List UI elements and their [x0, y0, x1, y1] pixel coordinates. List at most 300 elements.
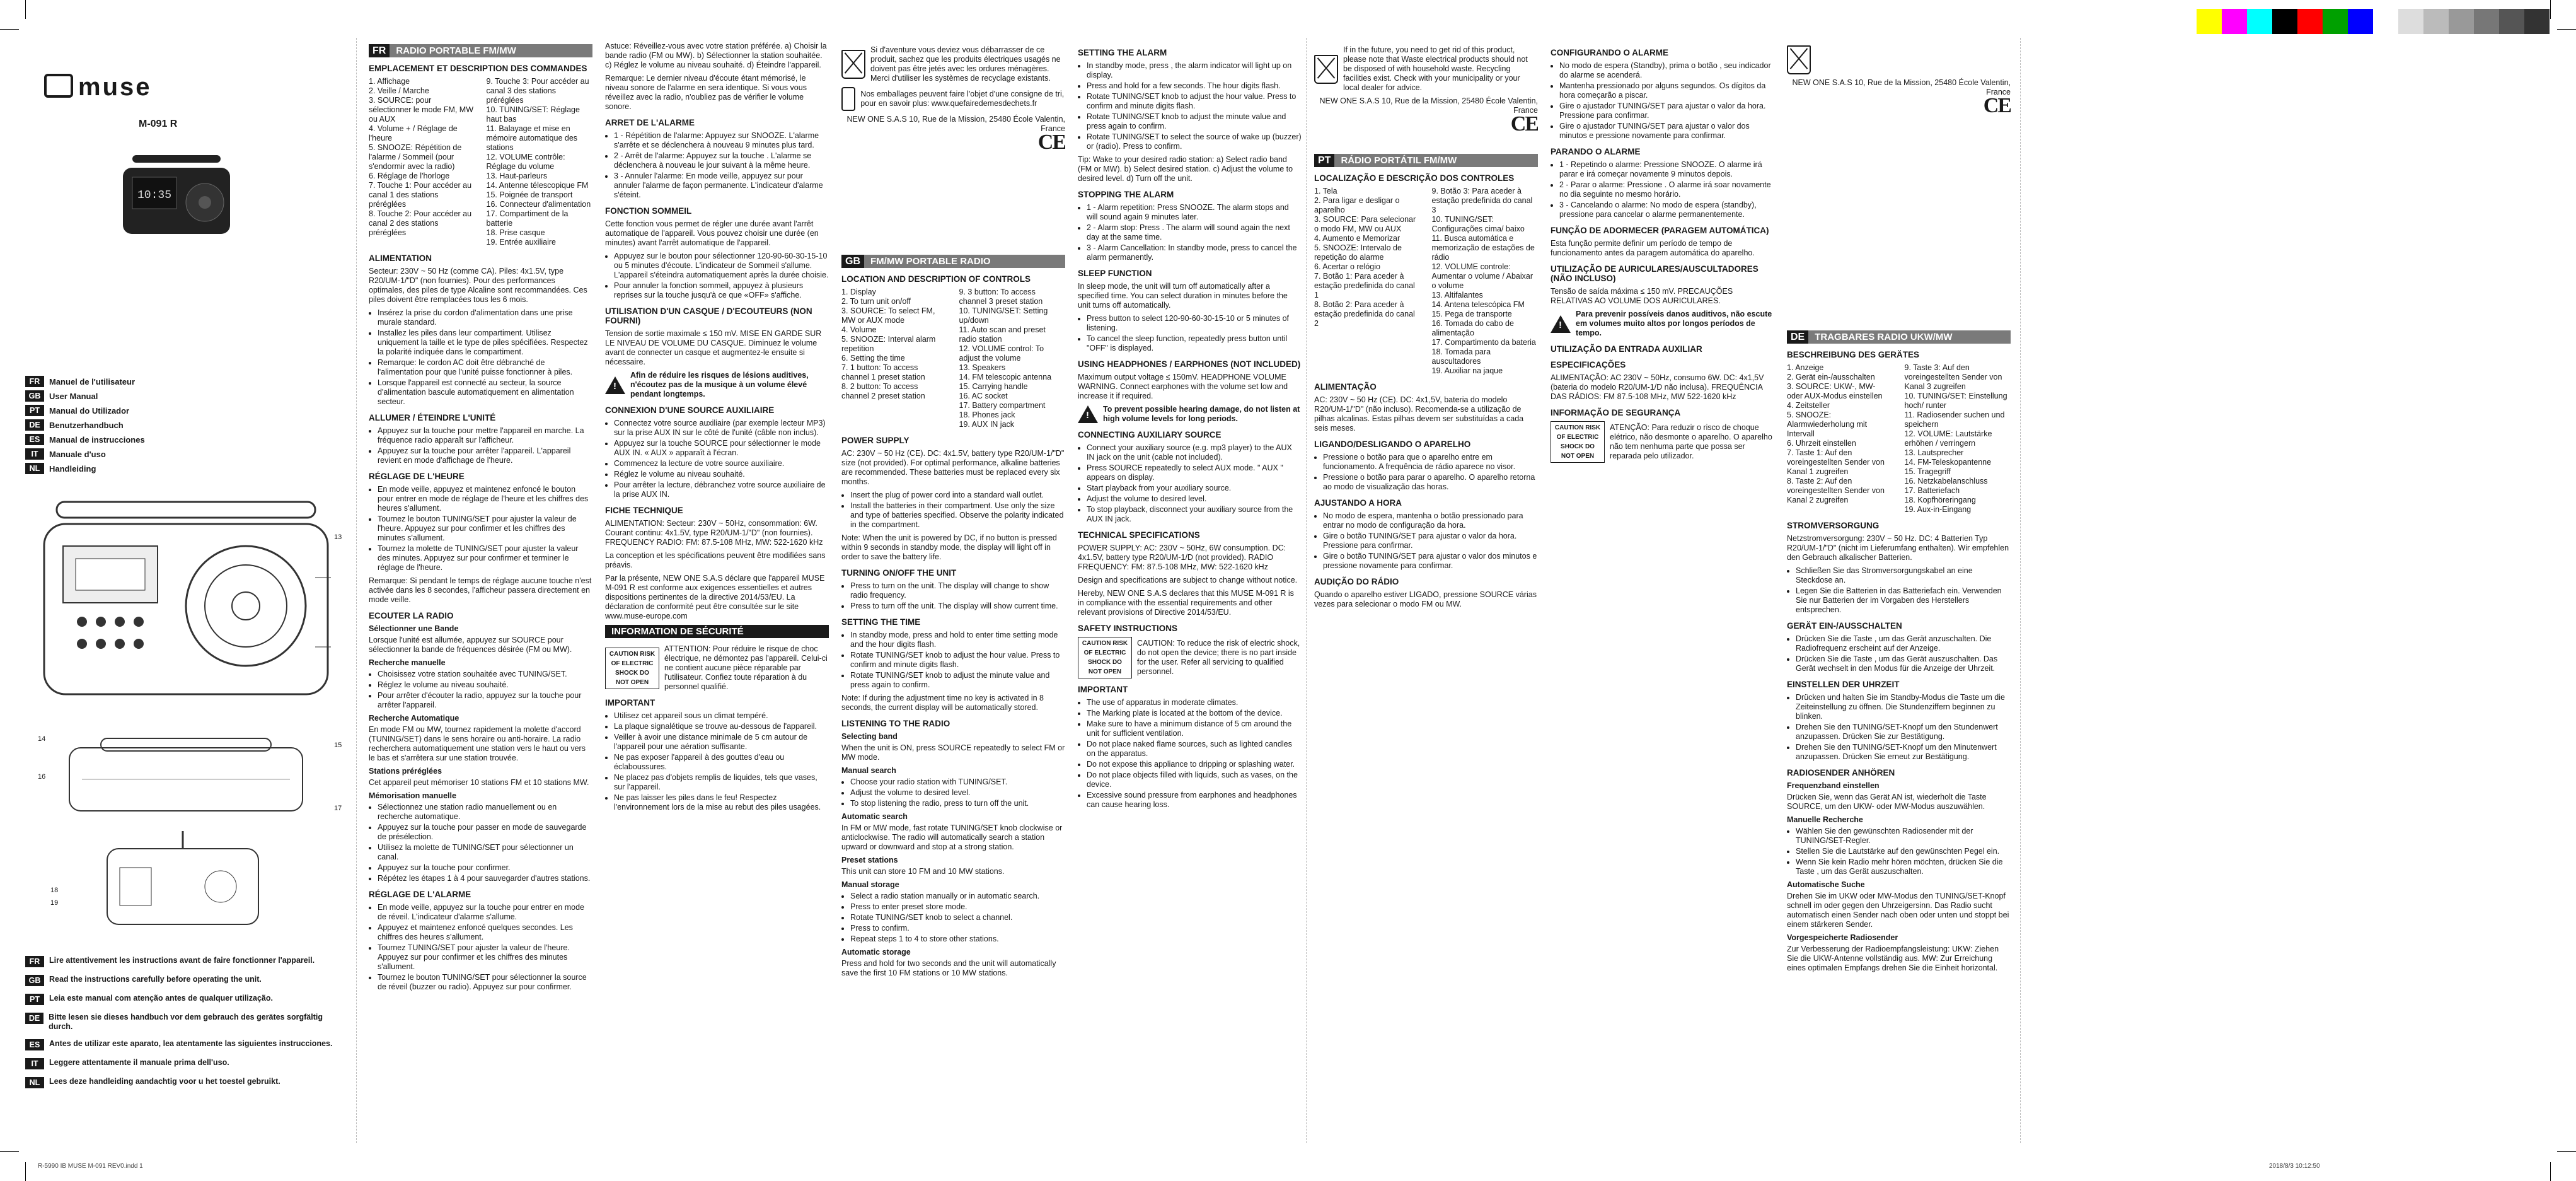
de-heading-radio: RADIOSENDER ANHÖREN — [1787, 768, 1895, 777]
list-item: • Press button to select 120-90-60-30-15-10 or 5 minutes of listening. — [1087, 314, 1302, 333]
part-item: 1. Tela — [1314, 187, 1337, 195]
list-item: • Gire o botão TUNING/SET para ajustar o valor dos minutos e pressione novamente para confirmar. — [1323, 552, 1538, 571]
print-slug-right: 2018/8/3 10:12:50 — [2269, 1163, 2320, 1170]
pt-heading-aux: UTILIZAÇÃO DA ENTRADA AUXILIAR — [1551, 344, 1702, 354]
manual-label: Manuel de l'utilisateur — [49, 376, 136, 387]
list-item: • Rotate TUNING/SET to select the source of wake up (buzzer) or (radio). Press to confirm. — [1087, 132, 1302, 151]
list-item: • Press to turn on the unit. The display will change to show radio frequency. — [850, 581, 1065, 600]
fr-weee-block — [841, 45, 1065, 83]
list-item: • Ne placez pas d'objets remplis de liquides, tels que vases, sur l'appareil. — [614, 773, 829, 792]
part-item: 8. Botão 2: Para aceder à estação predefinida do canal 2 — [1314, 300, 1415, 328]
list-item: • Adjust the volume to desired level. — [1087, 494, 1302, 504]
list-item: • Mantenha pressionado por alguns segundos. Os dígitos da hora começarão a piscar. — [1559, 81, 1774, 100]
list-item: • Insérez la prise du cordon d'alimentation dans une prise murale standard. — [378, 308, 592, 327]
fold-line — [1306, 38, 1307, 1143]
part-item: 19. Aux-in-Eingang — [1904, 505, 1972, 514]
pt-onoff-list — [1314, 453, 1538, 492]
part-item: 10. TUNING/SET: Configurações cima/ baixo — [1431, 215, 1525, 233]
list-item: • Pressione o botão para que o aparelho entre em funcionamento. A frequência de rádio aparece no visor. — [1323, 453, 1538, 472]
fr-mem-list — [369, 803, 592, 883]
gb-safety-block — [1078, 637, 1302, 678]
fr-heading-listen: ECOUTER LA RADIO — [369, 611, 454, 620]
de-manual-list — [1787, 827, 2011, 876]
language-code-tag: PT — [25, 405, 44, 416]
language-code-tag: ES — [25, 1039, 44, 1050]
part-item: 2. Veille / Marche — [369, 86, 429, 95]
readme-list-item — [25, 1058, 340, 1069]
list-item: • Appuyez sur la touche pour passer en mode de sauvegarde de présélection. — [378, 823, 592, 842]
de-band-text: Drücken Sie, wenn das Gerät AN ist, wiederholt die Taste SOURCE, um den UKW- oder MW-Modus auszuwählen. — [1787, 793, 1987, 811]
fr-heading-mem: Mémorisation manuelle — [369, 791, 456, 800]
list-item: • No modo de espera (Standby), prima o botão , seu indicador do alarme se acenderá. — [1559, 61, 1774, 80]
list-item: • Réglez le volume au niveau souhaité. — [378, 680, 592, 690]
fold-line — [2020, 38, 2021, 1143]
gb-heading-auto: Automatic search — [841, 812, 908, 821]
gb-important-list — [1078, 698, 1302, 810]
fr-spec-text: ALIMENTATION: Secteur: 230V ~ 50Hz, consommation: 6W. Courant continu: 4x1.5V, type R20/UM-1/"D" (non fournies). FREQUENCY RADIO: FM: 87.5-108 MHz, MW: 522-1620 kHz — [605, 519, 823, 547]
list-item: • Commencez la lecture de votre source auxiliaire. — [614, 459, 829, 468]
list-item: • Rotate TUNING/SET knob to select a channel. — [850, 913, 1065, 922]
list-item: • Pour arrêter la lecture, débranchez votre source auxiliaire de la prise AUX IN. — [614, 480, 829, 499]
list-item: • The use of apparatus in moderate climates. — [1087, 698, 1302, 707]
fr-language-code: FR — [369, 44, 390, 57]
part-item: 9. Taste 3: Auf den voreingestellten Sender von Kanal 3 zugreifen — [1904, 363, 2002, 391]
part-item: 7. 1 button: To access channel 1 preset station — [841, 363, 925, 381]
fr-spec-note: La conception et les spécifications peuvent être modifiées sans préavis. — [605, 551, 826, 569]
fr-power-text: Secteur: 230V ~ 50 Hz (comme CA). Piles: 4x1.5V, type R20/UM-1/"D" (non fournies). Pour des performances optimales, des piles de type Alcaline sont recommandées. Ces piles doivent être remplacées tous les 6 mois. — [369, 267, 587, 304]
part-item: 17. Battery compartment — [959, 401, 1046, 410]
list-item: • Tournez le bouton TUNING/SET pour ajuster la valeur de l'heure. Appuyez sur pour confirmer et les chiffres des minutes s'allument. — [378, 515, 592, 543]
list-item: • 2 - Arrêt de l'alarme: Appuyez sur la touche . L'alarme se déclenchera à nouveau le jour suivant à la même heure. — [614, 151, 829, 170]
crop-mark — [25, 0, 26, 19]
part-item: 6. Uhrzeit einstellen — [1787, 439, 1856, 448]
gb-heading-aux: CONNECTING AUXILIARY SOURCE — [1078, 430, 1222, 439]
part-item: 8. Taste 2: Auf den voreingestellten Sender von Kanal 2 zugreifen — [1787, 477, 1885, 504]
part-item: 12. VOLUME controle: Aumentar o volume / Abaixar o volume — [1431, 262, 1533, 290]
part-item: 4. Volume — [841, 325, 877, 334]
model-number: M-091 R — [139, 119, 178, 129]
language-code-tag: IT — [25, 448, 44, 460]
manual-list-item — [25, 376, 189, 387]
color-calibration-bar — [2197, 9, 2550, 34]
gb-headphone-text: Maximum output voltage ≤ 150mV. HEADPHONE VOLUME WARNING. Connect earphones with the volume set low and increase it if required. — [1078, 373, 1288, 400]
fr-packaging-text: Nos emballages peuvent faire l'objet d'une consigne de tri, pour en savoir plus: www.quefairedemesdechets.fr — [860, 90, 1065, 108]
list-item: • Drücken Sie die Taste , um das Gerät anzuschalten. Die Radiofrequenz erscheint auf der Anzeige. — [1796, 634, 2011, 653]
pt-band-text: Quando o aparelho estiver LIGADO, pressione SOURCE várias vezes para selecionar o modo FM ou MW. — [1314, 590, 1537, 608]
gb-heading-preset: Preset stations — [841, 856, 898, 864]
part-item: 10. TUNING/SET: Einstellung hoch/ runter — [1904, 392, 2007, 410]
fr-column-2 — [605, 42, 829, 1137]
callout-14: 14 — [38, 735, 46, 743]
color-swatch — [2222, 9, 2247, 34]
de-section-title: TRAGBARES RADIO UKW/MW — [1808, 330, 2011, 344]
manual-list-item — [25, 434, 189, 445]
list-item: • 3 - Cancelando o alarme: No modo de espera (standby), pressione para cancelar o alarme permanentemente. — [1559, 201, 1774, 219]
list-item: • 2 - Alarm stop: Press . The alarm will sound again the next day at the same time. — [1087, 223, 1302, 242]
color-swatch — [2348, 9, 2373, 34]
part-item: 16. Tomada do cabo de alimentação — [1431, 319, 1514, 337]
part-item: 14. FM telescopic antenna — [959, 373, 1052, 381]
muse-logo: muse — [44, 73, 152, 102]
part-item: 6. Acertar o relógio — [1314, 262, 1380, 271]
list-item: • Press to turn off the unit. The display will show current time. — [850, 602, 1065, 611]
pt-heading-safety: INFORMAÇÃO DE SEGURANÇA — [1551, 408, 1681, 417]
color-swatch — [2524, 9, 2550, 34]
de-column-1 — [1787, 328, 2011, 1137]
readme-list-item — [25, 956, 340, 967]
part-item: 7. Touche 1: Pour accéder au canal 1 des stations préréglées — [369, 181, 472, 209]
manual-list-item — [25, 448, 189, 460]
pt-language-code: PT — [1314, 154, 1334, 167]
part-item: 4. Aumento e Memorizar — [1314, 234, 1401, 243]
manual-list-item — [25, 463, 189, 474]
fr-heading-headphone: UTILISATION D'UN CASQUE / D'ECOUTEURS (NON FOURNI) — [605, 306, 812, 325]
gb-spec-text: POWER SUPPLY: AC: 230V ~ 50Hz, 6W consumption. DC: 4x1.5V, battery type R20/UM-1/D (not provided). RADIO FREQUENCY: FM: 87.5-108 MHz, MW: 522-1620 kHz — [1078, 544, 1286, 571]
part-item: 12. VOLUME control: To adjust the volume — [959, 344, 1044, 363]
pt-heading-time: AJUSTANDO A HORA — [1314, 498, 1402, 508]
caution-shock-label: CAUTION RISK OF ELECTRIC SHOCK DO NOT OPEN — [1551, 421, 1605, 463]
warning-icon: ! — [605, 376, 625, 394]
list-item: • Sélectionnez une station radio manuellement ou en recherche automatique. — [378, 803, 592, 822]
gb-parts-list — [841, 288, 1065, 429]
fr-sleep-list — [605, 252, 829, 300]
list-item: • Rotate TUNING/SET knob to adjust the hour value. Press to confirm and minute digits flash. — [850, 651, 1065, 670]
list-item: • Réglez le volume au niveau souhaité. — [614, 470, 829, 479]
color-swatch — [2247, 9, 2272, 34]
part-item: 3. SOURCE: UKW-, MW- oder AUX-Modus einstellen — [1787, 382, 1883, 400]
gb-auto-store-text: Press and hold for two seconds and the unit will automatically save the first 10 FM stations or 10 MW stations. — [841, 959, 1056, 977]
de-heading-time: EINSTELLEN DER UHRZEIT — [1787, 680, 1900, 689]
list-item: • To cancel the sleep function, repeatedly press button until "OFF" is displayed. — [1087, 334, 1302, 353]
list-item: • Press and hold for a few seconds. The hour digits flash. — [1087, 81, 1302, 91]
part-item: 19. AUX IN jack — [959, 420, 1015, 429]
readme-text: Antes de utilizar este aparato, lea atentamente las siguientes instrucciones. — [49, 1039, 333, 1048]
list-item: • Gire o ajustador TUNING/SET para ajustar o valor dos minutos e pressione novamente para confirmar. — [1559, 122, 1774, 141]
pt-column-2 — [1551, 42, 1774, 1137]
part-item: 8. 2 button: To access channel 2 preset station — [841, 382, 925, 400]
ce-mark-icon: CE — [1510, 112, 1538, 136]
gb-heading-important: IMPORTANT — [1078, 685, 1128, 694]
list-item: • Gire o botão TUNING/SET para ajustar o valor da hora. Pressione para confirmar. — [1323, 532, 1538, 550]
gb-sleep-text: In sleep mode, the unit will turn off automatically after a specified time. You can select duration in minutes before the unit turns off automatically. — [1078, 282, 1288, 310]
callout-17: 17 — [334, 805, 342, 812]
gb-safety-text: CAUTION: To reduce the risk of electric shock, do not open the device; there is no part inside for the user. Refer all servicing to qualified personnel. — [1137, 639, 1300, 676]
gb-heading-power: POWER SUPPLY — [841, 436, 910, 445]
list-item: • Wenn Sie kein Radio mehr hören möchten, drücken Sie die Taste , um das Gerät auszuschalten. — [1796, 858, 2011, 876]
part-item: 16. Netzkabelanschluss — [1904, 477, 1988, 486]
callout-16: 16 — [38, 773, 46, 781]
part-item: 5. SNOOZE: Intervalo de repetição do alarme — [1314, 243, 1402, 262]
gb-aux-list — [1078, 443, 1302, 524]
list-item: • Ne pas laisser les piles dans le feu! Respectez l'environnement lors de la mise au rebut des piles usagées. — [614, 793, 829, 812]
readme-list-item — [25, 1013, 340, 1032]
color-swatch — [2323, 9, 2348, 34]
fr-heading-onoff: ALLUMER / ÉTEINDRE L'UNITÉ — [369, 413, 496, 422]
list-item: • En mode veille, appuyez sur la touche pour entrer en mode de réveil. L'indicateur d'alarme s'allume. — [378, 903, 592, 922]
list-item: • Insert the plug of power cord into a standard wall outlet. — [850, 491, 1065, 500]
radio-thumbnail — [120, 149, 233, 237]
recycle-bin-crossed-icon — [1314, 55, 1338, 84]
part-item: 19. Auxiliar na jaque — [1431, 366, 1503, 375]
de-onoff-list — [1787, 634, 2011, 673]
list-item: • Appuyez sur la touche pour confirmer. — [378, 863, 592, 873]
list-item: • Do not place naked flame sources, such as lighted candles on the apparatus. — [1087, 740, 1302, 759]
gb-power-list — [841, 491, 1065, 530]
part-item: 1. Affichage — [369, 77, 410, 86]
fr-onoff-list — [369, 426, 592, 465]
gb-section-header — [841, 255, 1065, 268]
list-item: • Drücken Sie die Taste , um das Gerät auszuschalten. Das Gerät wechselt in den Modus für die Anzeige der Uhrzeit. — [1796, 654, 2011, 673]
fr-alarm-tip: Astuce: Réveillez-vous avec votre station préférée. a) Choisir la bande radio (FM ou MW). b) Sélectionner la station souhaitée. c) Réglez le volume au niveau souhaité. d) Éteindre l'appareil. — [605, 42, 827, 69]
list-item: • Veiller à avoir une distance minimale de 5 cm autour de l'appareil pour une aération suffisante. — [614, 733, 829, 752]
part-item: 13. Altifalantes — [1431, 291, 1483, 300]
list-item: • Do not place objects filled with liquids, such as vases, on the device. — [1087, 771, 1302, 789]
fr-heading-preset: Stations préréglées — [369, 767, 442, 776]
list-item: • Répétez les étapes 1 à 4 pour sauvegarder d'autres stations. — [378, 874, 592, 883]
list-item: • Excessive sound pressure from earphones and headphones can cause hearing loss. — [1087, 791, 1302, 810]
part-item: 13. Speakers — [959, 363, 1006, 372]
fold-line — [356, 38, 357, 1143]
fr-manual-list — [369, 670, 592, 710]
gb-heading-sleep: SLEEP FUNCTION — [1078, 269, 1152, 278]
print-slug-left: R-5990 IB MUSE M-091 REV0.indd 1 — [38, 1163, 143, 1170]
callout-13: 13 — [334, 533, 342, 541]
callout-18: 18 — [50, 887, 59, 894]
part-item: 6. Réglage de l'horloge — [369, 172, 450, 180]
fr-stop-list — [605, 131, 829, 200]
de-heading-onoff: GERÄT EIN-/AUSSCHALTEN — [1787, 621, 1902, 631]
de-power-list — [1787, 566, 2011, 615]
fr-band-text: Lorsque l'unité est allumée, appuyez sur SOURCE pour sélectionner la bande de fréquences désirée (FM ou MW). — [369, 636, 572, 654]
manual-label: Manual de instrucciones — [49, 434, 145, 445]
gb-spec-note: Design and specifications are subject to change without notice. — [1078, 576, 1298, 585]
fr-safety-text: ATTENTION: Pour réduire le risque de choc électrique, ne démontez pas l'appareil. Celui-ci ne contient aucune pièce réparable par l'utilisateur. Confiez toute réparation à du personnel qualifié. — [664, 644, 828, 691]
fr-address: NEW ONE S.A.S 10, Rue de la Mission, 25480 École Valentin, France — [846, 115, 1065, 133]
color-swatch — [2449, 9, 2474, 34]
gb-heading-spec: TECHNICAL SPECIFICATIONS — [1078, 530, 1200, 540]
callout-15: 15 — [334, 742, 342, 749]
gb-time-list — [841, 631, 1065, 690]
radio-side-view-diagram — [101, 830, 265, 931]
list-item: • The Marking plate is located at the bottom of the device. — [1087, 709, 1302, 718]
gb-column-2 — [1078, 42, 1302, 1137]
color-swatch — [2297, 9, 2323, 34]
pt-safety-block — [1551, 421, 1774, 463]
part-item: 18. Tomada para auscultadores — [1431, 347, 1491, 366]
part-item: 11. Balayage et mise en mémoire automatique des stations — [486, 124, 578, 152]
pt-section-header — [1314, 154, 1538, 167]
list-item: • Appuyez et maintenez enfoncé quelques secondes. Les chiffres des heures s'allument. — [378, 923, 592, 942]
pt-hearing-warning — [1551, 310, 1774, 338]
part-item: 17. Compartiment de la batterie — [486, 209, 569, 228]
language-code-tag: PT — [25, 994, 44, 1005]
list-item: • Tournez le bouton TUNING/SET pour sélectionner la source de réveil (buzzer ou radio). Appuyez sur pour confirmer. — [378, 973, 592, 992]
list-item: • 1 - Alarm repetition: Press SNOOZE. The alarm stops and will sound again 9 minutes later. — [1087, 203, 1302, 222]
gb-onoff-list — [841, 581, 1065, 611]
radio-front-diagram — [38, 496, 334, 704]
list-item: • 3 - Alarm Cancellation: In standby mode, press to cancel the alarm permanently. — [1087, 243, 1302, 262]
gb-alarm-list — [1078, 61, 1302, 151]
list-item: • Wählen Sie den gewünschten Radiosender mit der TUNING/SET-Regler. — [1796, 827, 2011, 846]
de-heading-band: Frequenzband einstellen — [1787, 781, 1880, 790]
part-item: 10. TUNING/SET: Réglage haut bas — [486, 105, 580, 124]
de-preset-text: Zur Verbesserung der Radioempfangsleistung: UKW: Ziehen Sie die UKW-Antenne vollständig aus. MW: Zur Erreichung eines optimalen Empfangs drehen Sie die Einheit horizontal. — [1787, 945, 1999, 972]
gb-address: NEW ONE S.A.S 10, Rue de la Mission, 25480 École Valentin, France — [1319, 96, 1538, 115]
fr-declaration: Par la présente, NEW ONE S.A.S déclare que l'appareil MUSE M-091 R est conforme aux exigences essentielles et autres dispositions pertinentes de la directive 2014/53/EU. La déclaration de conformité peut être consultée sur le site www.muse-europe.com — [605, 574, 825, 620]
recycle-bin-crossed-icon — [841, 50, 865, 79]
readme-text: Bitte lesen sie dieses handbuch vor dem gebrauch des gerätes sorgfältig durch. — [49, 1013, 323, 1031]
list-item: • Press SOURCE repeatedly to select AUX mode. " AUX " appears on display. — [1087, 463, 1302, 482]
list-item: • Install the batteries in their compartment. Use only the size and type of batteries specified. Observe the polarity indicated in the compartment. — [850, 501, 1065, 530]
fr-section-title: RADIO PORTABLE FM/MW — [390, 44, 592, 57]
part-item: 10. TUNING/SET: Setting up/down — [959, 306, 1048, 325]
part-item: 9. Touche 3: Pour accéder au canal 3 des stations préréglées — [486, 77, 589, 105]
radio-top-view-diagram — [63, 735, 309, 817]
fr-heading-important: IMPORTANT — [605, 698, 656, 707]
part-item: 13. Haut-parleurs — [486, 172, 548, 180]
pt-heading-stop: PARANDO O ALARME — [1551, 147, 1641, 156]
gb-preset-text: This unit can store 10 FM and 10 MW stations. — [841, 867, 1005, 876]
list-item: • Installez les piles dans leur compartiment. Utilisez uniquement la taille et le type de piles spécifiées. Respectez la polarité indiquée dans le compartiment. — [378, 329, 592, 357]
pt-heading-power: ALIMENTAÇÃO — [1314, 382, 1377, 392]
list-item: • Pour annuler la fonction sommeil, appuyez à plusieurs reprises sur la touche jusqu'à ce que «OFF» s'affiche. — [614, 281, 829, 300]
language-code-tag: DE — [25, 1013, 43, 1024]
color-swatch — [2197, 9, 2222, 34]
gb-heading-alarm: SETTING THE ALARM — [1078, 48, 1167, 57]
fr-sleep-text: Cette fonction vous permet de régler une durée avant l'arrêt automatique de l'appareil. Vous pouvez choisir une durée (en minutes) avant l'arrêt automatique de l'appareil. — [605, 219, 819, 247]
language-code-tag: NL — [25, 1077, 44, 1088]
list-item: • Stellen Sie die Lautstärke auf den gewünschten Pegel ein. — [1796, 847, 2011, 856]
fr-heading-auto: Recherche Automatique — [369, 714, 459, 723]
fr-parts-list — [369, 77, 592, 247]
fr-hearing-warning-text: Afin de réduire les risques de lésions auditives, n'écoutez pas de la musique à un volume élevé pendant longtemps. — [630, 371, 809, 399]
part-item: 15. Poignée de transport — [486, 190, 573, 199]
part-item: 1. Display — [841, 288, 876, 296]
part-item: 14. Antena telescópica FM — [1431, 300, 1525, 309]
de-section-header — [1787, 330, 2011, 344]
gb-heading-band: Selecting band — [841, 732, 898, 741]
pt-weee-block — [1787, 45, 2011, 74]
crop-mark — [2557, 29, 2576, 30]
fr-section-header — [369, 44, 592, 57]
fr-safety-header — [605, 625, 829, 638]
caution-shock-label: CAUTION RISK OF ELECTRIC SHOCK DO NOT OPEN — [1078, 637, 1132, 678]
list-item: • Utilisez cet appareil sous un climat tempéré. — [614, 711, 829, 721]
de-heading-power: STROMVERSORGUNG — [1787, 521, 1880, 530]
crop-mark — [2550, 0, 2551, 19]
part-item: 5. SNOOZE: Interval alarm repetition — [841, 335, 936, 353]
language-code-tag: DE — [25, 419, 44, 431]
fr-safety-title: INFORMATION DE SÉCURITÉ — [605, 625, 829, 638]
list-item: • Legen Sie die Batterien in das Batteriefach ein. Verwenden Sie nur Batterien der im Vorgaben des Herstellers entsprechen. — [1796, 586, 2011, 615]
gb-sleep-list — [1078, 314, 1302, 353]
gb-heading-mem: Manual storage — [841, 880, 899, 889]
gb-heading-manual: Manual search — [841, 766, 896, 775]
recycle-bin-crossed-icon — [1787, 45, 1811, 74]
de-auto-text: Drehen Sie im UKW oder MW-Modus den TUNING/SET-Knopf schnell im oder gegen den Uhrzeigersinn. Das Radio sucht automatisch einen Sender nach oben oder unten und stoppt bei einem stärkeren Sender. — [1787, 892, 2009, 929]
list-item: • Connect your auxiliary source (e.g. mp3 player) to the AUX IN jack on the unit (cable not included). — [1087, 443, 1302, 462]
de-heading-parts: BESCHREIBUNG DES GERÄTES — [1787, 350, 1920, 359]
list-item: • Lorsque l'appareil est connecté au secteur, la source d'alimentation bascule automatiquement en alimentation secteur. — [378, 378, 592, 407]
part-item: 13. Lautsprecher — [1904, 448, 1964, 457]
color-swatch — [2423, 9, 2449, 34]
gb-column-1 — [841, 252, 1065, 1137]
part-item: 14. Antenne télescopique FM — [486, 181, 589, 190]
part-item: 4. Volume + / Réglage de l'heure — [369, 124, 458, 143]
pt-heading-headphone: UTILIZAÇÃO DE AURICULARES/AUSCULTADORES (NÃO INCLUSO) — [1551, 264, 1759, 283]
list-item: • 2 - Parar o alarme: Pressione . O alarme irá soar novamente no dia seguinte no mesmo horário. — [1559, 180, 1774, 199]
gb-heading-parts: LOCATION AND DESCRIPTION OF CONTROLS — [841, 274, 1031, 284]
part-item: 3. SOURCE: Para selecionar o modo FM, MW ou AUX — [1314, 215, 1416, 233]
language-code-tag: ES — [25, 434, 44, 445]
part-item: 15. Pega de transporte — [1431, 310, 1512, 318]
ce-mark-icon: CE — [1037, 131, 1065, 154]
list-item: • Select a radio station manually or in automatic search. — [850, 892, 1065, 901]
gb-heading-listen: LISTENING TO THE RADIO — [841, 719, 950, 728]
list-item: • 1 - Répétition de l'alarme: Appuyez sur SNOOZE. L'alarme s'arrête et se déclenchera à nouveau 9 minutes plus tard. — [614, 131, 829, 150]
part-item: 3. SOURCE: pour sélectionner le mode FM, MW ou AUX — [369, 96, 474, 124]
gb-power-text: AC: 230V ~ 50 Hz (CE). DC: 4x1.5V, battery type R20/UM-1/"D" size (not provided). For optimal performance, alkaline batteries are recommended. These batteries must be replaced every six months. — [841, 449, 1065, 486]
part-item: 19. Entrée auxiliaire — [486, 238, 556, 247]
part-item: 7. Taste 1: Auf den voreingestellten Sender von Kanal 1 zugreifen — [1787, 448, 1885, 476]
part-item: 5. SNOOZE: Répétition de l'alarme / Sommeil (pour s'endormir avec la radio) — [369, 143, 462, 171]
part-item: 9. Botão 3: Para aceder à estação predefinida do canal 3 — [1431, 187, 1533, 214]
list-item: • Rotate TUNING/SET knob to adjust the hour value. Press to confirm and minute digits flash. — [1087, 92, 1302, 111]
fr-alarm-list — [369, 903, 592, 992]
list-item: • Tournez la molette de TUNING/SET pour ajuster la valeur des minutes. Appuyez sur pour confirmer et terminer le réglage de l'heure. — [378, 544, 592, 573]
part-item: 11. Busca automática e memorização de estações de rádio — [1431, 234, 1535, 262]
list-item: • Rotate TUNING/SET knob to adjust the minute value and press again to confirm. — [1087, 112, 1302, 131]
manual-label: Handleiding — [49, 463, 96, 474]
list-item: • Choisissez votre station souhaitée avec TUNING/SET. — [378, 670, 592, 679]
pt-address: NEW ONE S.A.S 10, Rue de la Mission, 25480 École Valentin, France — [1792, 78, 2011, 96]
readme-list-item — [25, 975, 340, 986]
gb-heading-headphone: USING HEADPHONES / EARPHONES (NOT INCLUDED) — [1078, 359, 1301, 369]
pt-hearing-warning-text: Para prevenir possíveis danos auditivos, não escute em volumes muito altos por longos períodos de tempo. — [1576, 310, 1772, 337]
fr-weee-text: Si d'aventure vous deviez vous débarrasser de ce produit, sachez que les produits électriques usagés ne doivent pas être jetés avec les ordures ménagères. Merci d'utiliser les systèmes de recyclage existants. — [870, 45, 1061, 83]
list-item: • Make sure to have a minimum distance of 5 cm around the unit for sufficient ventilation. — [1087, 719, 1302, 738]
list-item: • Repeat steps 1 to 4 to store other stations. — [850, 934, 1065, 944]
language-code-tag: NL — [25, 463, 44, 474]
list-item: • Appuyez sur le bouton pour sélectionner 120-90-60-30-15-10 ou 5 minutes d'écoute. L'indicateur de Sommeil s'allume. L'appareil s'éteindra automatiquement après la durée choisie. — [614, 252, 829, 280]
crop-mark — [2557, 1151, 2576, 1152]
part-item: 18. Prise casque — [486, 228, 545, 237]
list-item: • Schließen Sie das Stromversorgungskabel an eine Steckdose an. — [1796, 566, 2011, 585]
pt-stop-list — [1551, 160, 1774, 219]
pt-headphone-text: Tensão de saída máxima ≤ 150 mV. PRECAUÇÕES RELATIVAS AO VOLUME DOS AURICULARES. — [1551, 287, 1733, 305]
part-item: 4. Zeitsteller — [1787, 401, 1830, 410]
list-item: • In standby mode, press , the alarm indicator will light up on display. — [1087, 61, 1302, 80]
list-item: • Start playback from your auxiliary source. — [1087, 484, 1302, 493]
readme-text: Leia este manual com atenção antes de qualquer utilização. — [49, 994, 273, 1003]
pt-heading-spec: ESPECIFICAÇÕES — [1551, 360, 1626, 369]
list-item: • Rotate TUNING/SET knob to adjust the minute value and press again to confirm. — [850, 671, 1065, 690]
part-item: 11. Radiosender suchen und speichern — [1904, 410, 2005, 429]
fr-important-list — [605, 711, 829, 812]
callout-19: 19 — [50, 899, 59, 907]
cover-page — [25, 42, 347, 1139]
part-item: 17. Batteriefach — [1904, 486, 1960, 495]
fr-auto-text: En mode FM ou MW, tournez rapidement la molette d'accord (TUNING/SET) dans le sens horaire ou anti-horaire. La radio recherchera automatiquement une station vers le haut ou vers le bas et s'arrêtera sur une station trouvée. — [369, 725, 586, 762]
ce-mark-icon: CE — [1983, 94, 2011, 117]
color-swatch — [2398, 9, 2423, 34]
manual-list-item — [25, 405, 189, 416]
readme-list-item — [25, 994, 340, 1005]
gb-stop-list — [1078, 203, 1302, 262]
crop-mark — [0, 29, 19, 30]
color-swatch — [2373, 9, 2398, 34]
fr-safety-block — [605, 644, 829, 692]
